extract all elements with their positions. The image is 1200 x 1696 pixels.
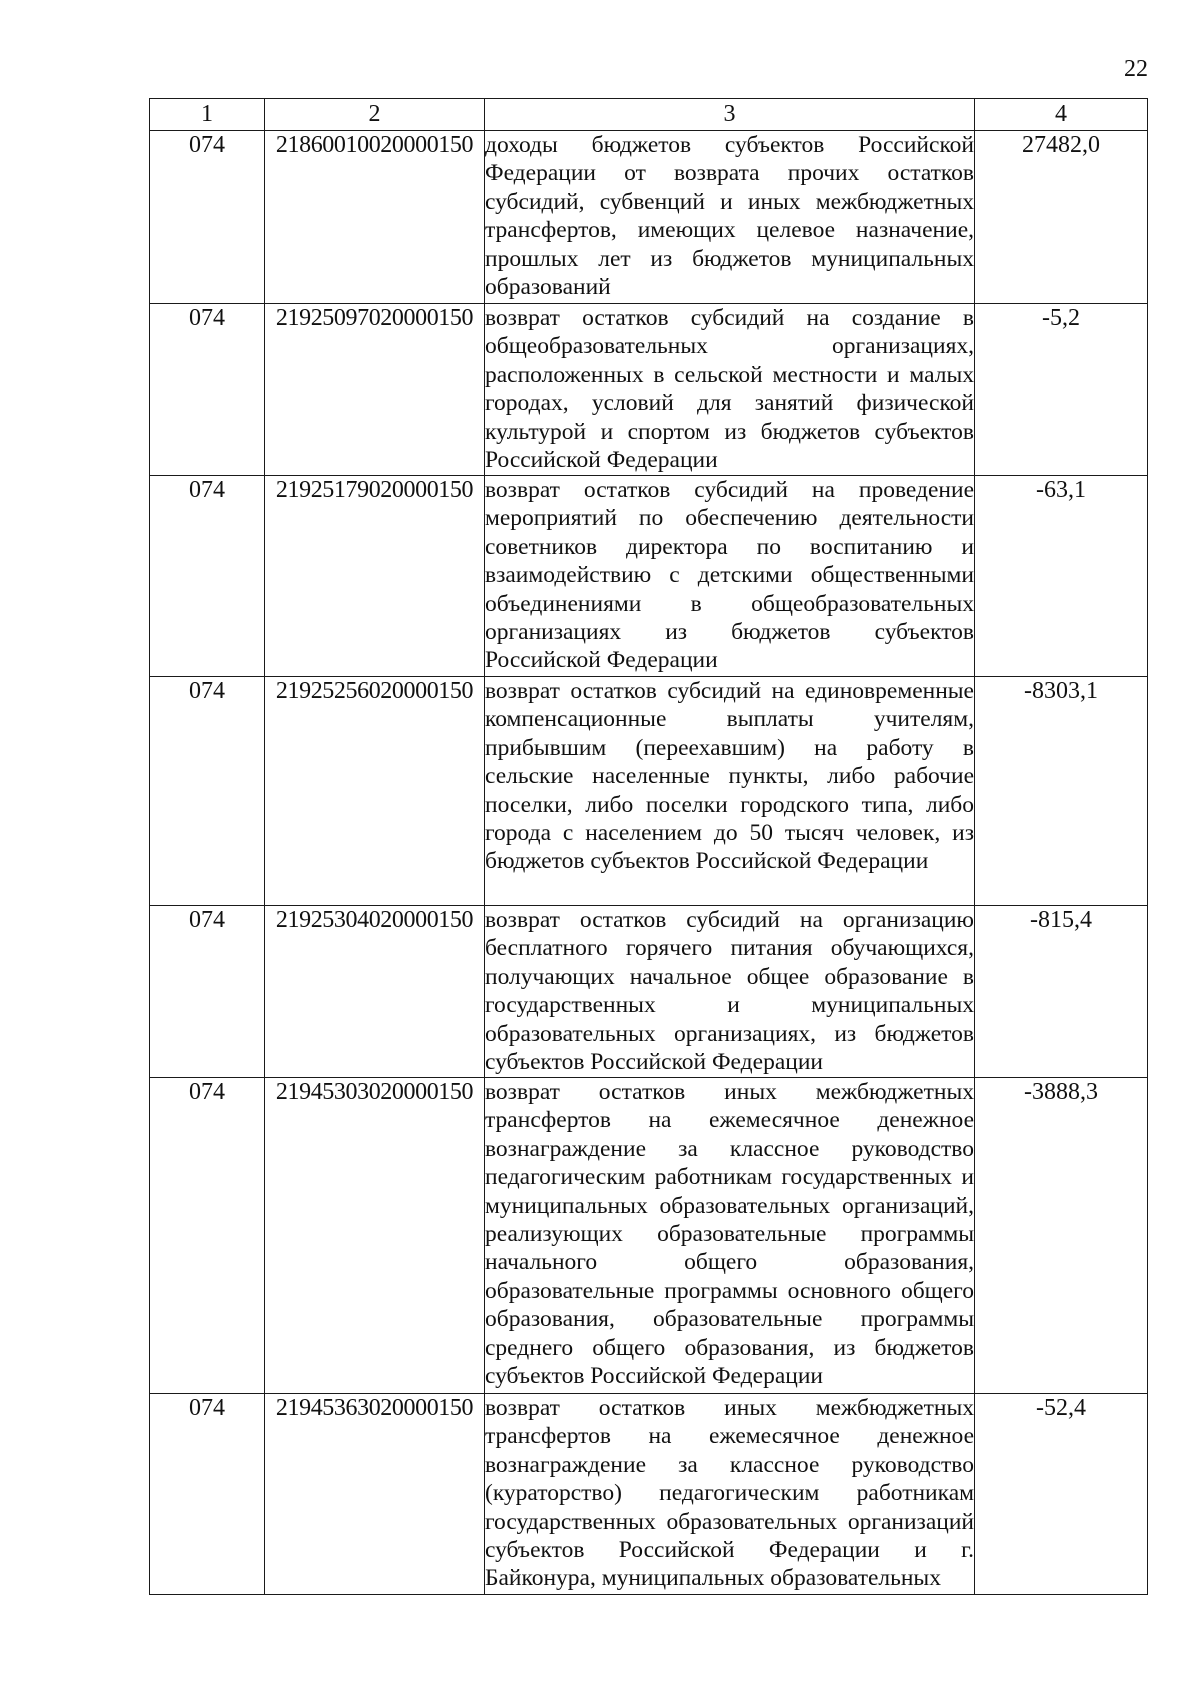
- table-row: [150, 677, 1148, 906]
- amount-cell: -5,2: [975, 304, 1148, 476]
- table-row: [150, 304, 1148, 476]
- description-cell: возврат остатков иных межбюджетных трансфертов на ежемесячное денежное вознаграждение за классное руководство педагогическим работникам государственных и муниципальных образовательных организаций, реализующих образовательные программы начального общего образования, образовательные программы основного общего образования, образовательные программы среднего общего образования, из бюджетов субъектов Российской Федерации: [485, 1078, 975, 1394]
- budget-code-cell: 21925304020000150: [265, 906, 485, 1078]
- column-header-2: 2: [265, 99, 485, 131]
- budget-code-cell: 21925097020000150: [265, 304, 485, 476]
- column-header-3: 3: [485, 99, 975, 131]
- amount-cell: -815,4: [975, 906, 1148, 1078]
- amount-cell: -63,1: [975, 476, 1148, 677]
- description-cell: доходы бюджетов субъектов Российской Федерации от возврата прочих остатков субсидий, субвенций и иных межбюджетных трансфертов, имеющих целевое назначение, прошлых лет из бюджетов муниципальных образований: [485, 131, 975, 304]
- amount-cell: -3888,3: [975, 1078, 1148, 1394]
- table-row: [150, 1394, 1148, 1595]
- description-cell: возврат остатков субсидий на проведение мероприятий по обеспечению деятельности советников директора по воспитанию и взаимодействию с детскими общественными объединениями в общеобразовательных организациях из бюджетов субъектов Российской Федерации: [485, 476, 975, 677]
- admin-code-cell: 074: [150, 476, 265, 677]
- admin-code-cell: 074: [150, 131, 265, 304]
- table-row: [150, 131, 1148, 304]
- table-row: [150, 476, 1148, 677]
- description-cell: возврат остатков субсидий на единовременные компенсационные выплаты учителям, прибывшим (переехавшим) на работу в сельские населенные пункты, либо рабочие поселки, либо поселки городского типа, либо города с населением до 50 тысяч человек, из бюджетов субъектов Российской Федерации: [485, 677, 975, 906]
- description-cell: возврат остатков иных межбюджетных трансфертов на ежемесячное денежное вознаграждение за классное руководство (кураторство) педагогическим работникам государственных образовательных организаций субъектов Российской Федерации и г. Байконура, муниципальных образовательных: [485, 1394, 975, 1595]
- amount-cell: -52,4: [975, 1394, 1148, 1595]
- budget-code-cell: 21925256020000150: [265, 677, 485, 906]
- admin-code-cell: 074: [150, 1394, 265, 1595]
- table-row: [150, 1078, 1148, 1394]
- admin-code-cell: 074: [150, 1078, 265, 1394]
- budget-code-cell: 21945363020000150: [265, 1394, 485, 1595]
- description-cell: возврат остатков субсидий на организацию бесплатного горячего питания обучающихся, получающих начальное общее образование в государственных и муниципальных образовательных организациях, из бюджетов субъектов Российской Федерации: [485, 906, 975, 1078]
- budget-code-cell: 21925179020000150: [265, 476, 485, 677]
- budget-code-cell: 21945303020000150: [265, 1078, 485, 1394]
- budget-code-cell: 21860010020000150: [265, 131, 485, 304]
- admin-code-cell: 074: [150, 906, 265, 1078]
- budget-table: [149, 98, 1148, 1595]
- amount-cell: -8303,1: [975, 677, 1148, 906]
- admin-code-cell: 074: [150, 677, 265, 906]
- column-header-1: 1: [150, 99, 265, 131]
- page-number: 22: [1124, 56, 1148, 82]
- table-row: [150, 906, 1148, 1078]
- amount-cell: 27482,0: [975, 131, 1148, 304]
- header-row: [150, 99, 1148, 131]
- description-cell: возврат остатков субсидий на создание в общеобразовательных организациях, расположенных в сельской местности и малых городах, условий для занятий физической культурой и спортом из бюджетов субъектов Российской Федерации: [485, 304, 975, 476]
- admin-code-cell: 074: [150, 304, 265, 476]
- column-header-4: 4: [975, 99, 1148, 131]
